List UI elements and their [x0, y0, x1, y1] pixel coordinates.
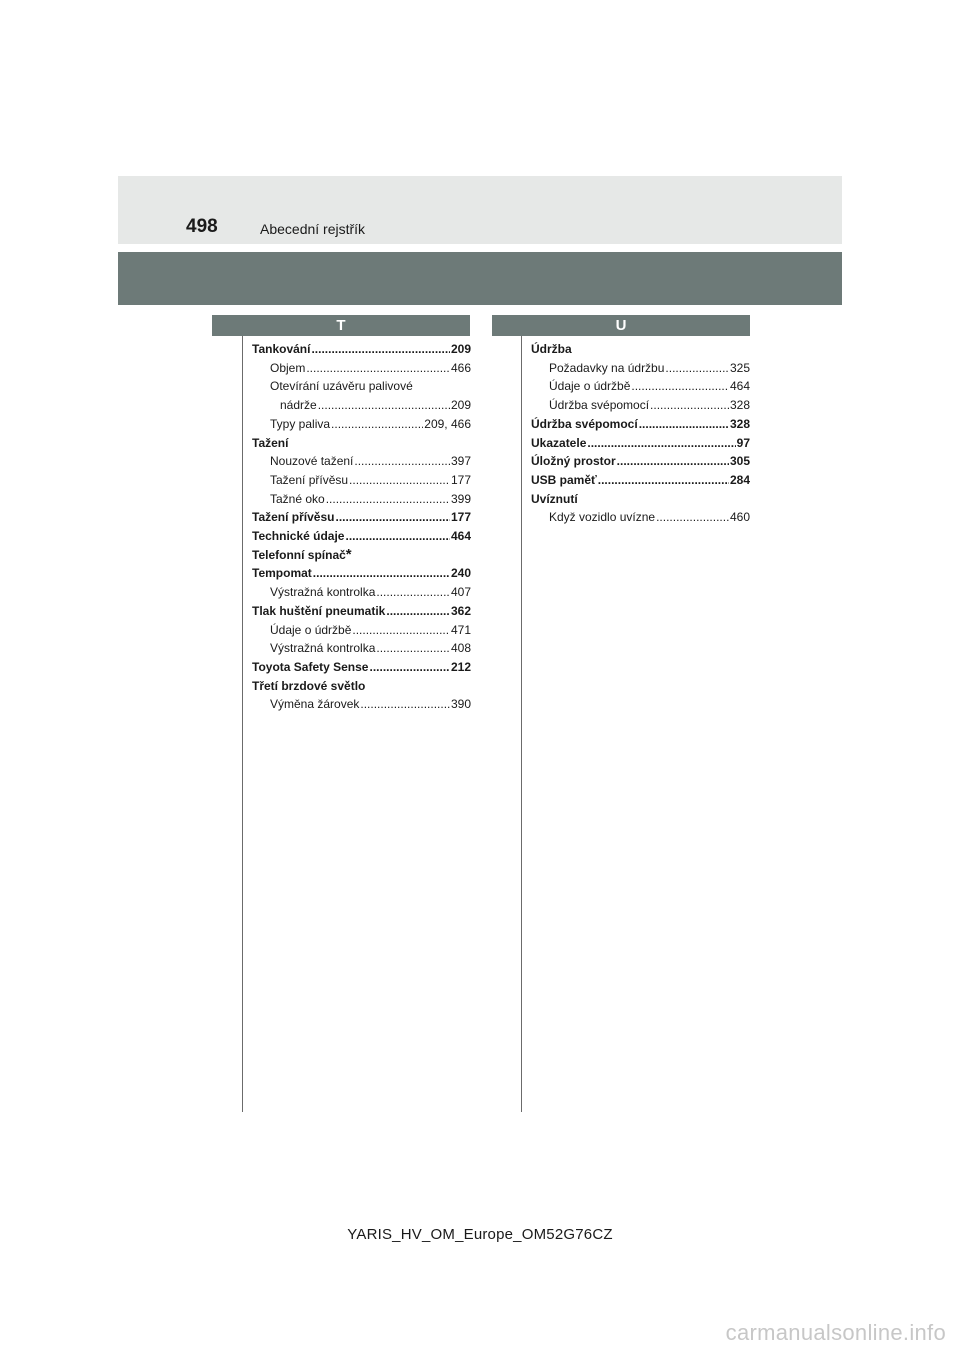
- index-entry: [531, 434, 750, 453]
- dot-leader: [335, 508, 449, 527]
- dot-leader: [617, 452, 729, 471]
- index-entry-page[interactable]: 390: [450, 697, 471, 712]
- index-entry: [252, 359, 471, 378]
- index-entry-label: Objem: [270, 360, 306, 375]
- index-entry-label: Uvíznutí: [531, 491, 578, 506]
- index-entry-page[interactable]: 408: [450, 641, 471, 656]
- index-entry-page[interactable]: 460: [729, 510, 750, 525]
- index-entry-label: Údržba svépomocí: [549, 398, 650, 413]
- index-entry: [252, 658, 471, 677]
- index-entry-page[interactable]: 212: [450, 659, 471, 674]
- dot-leader: [656, 508, 729, 527]
- column-divider-right: [521, 336, 522, 1112]
- dot-leader: [639, 415, 729, 434]
- index-entry: [531, 471, 750, 490]
- index-entry-page[interactable]: 399: [450, 491, 471, 506]
- header-bar: [118, 176, 842, 244]
- index-entry: [531, 377, 750, 396]
- dot-leader: [650, 396, 729, 415]
- index-entry: [531, 359, 750, 378]
- index-entry-label: Tažné oko: [270, 491, 325, 506]
- index-entry-page[interactable]: 284: [729, 472, 750, 487]
- dot-leader: [360, 695, 450, 714]
- index-entry-label: Když vozidlo uvízne: [549, 510, 656, 525]
- index-entry-label: Tažení přívěsu: [252, 510, 335, 525]
- index-entry-page[interactable]: 466: [450, 360, 471, 375]
- index-entry: [252, 396, 471, 415]
- index-entry-label: nádrže: [280, 398, 317, 413]
- index-entry-page[interactable]: 305: [729, 454, 750, 469]
- index-entry-label: Úložný prostor: [531, 454, 616, 469]
- index-entry: [252, 377, 471, 396]
- index-entry: [252, 583, 471, 602]
- index-entry-label: Technické údaje: [252, 529, 345, 544]
- index-entry-label: Otevírání uzávěru palivové: [270, 379, 413, 394]
- index-entry-page[interactable]: 240: [450, 566, 471, 581]
- index-column-u: [531, 340, 750, 527]
- index-entry: Telefonní spínač *: [252, 545, 352, 563]
- index-entry: [531, 415, 750, 434]
- index-entry-page[interactable]: 464: [450, 529, 471, 544]
- dot-leader: [345, 527, 449, 546]
- index-entry-page[interactable]: 97: [736, 435, 750, 450]
- index-entry-label: Výstražná kontrolka: [270, 585, 376, 600]
- dot-leader: [369, 658, 449, 677]
- index-entry: [252, 471, 471, 490]
- page-title: Abecední rejstřík: [260, 221, 366, 237]
- dot-leader: [631, 377, 729, 396]
- page-number: 498: [186, 216, 218, 237]
- dot-leader: [318, 396, 450, 415]
- index-entry-label: Údaje o údržbě: [549, 379, 631, 394]
- index-entry: [252, 434, 471, 453]
- index-entry: [252, 340, 471, 359]
- dot-leader: [352, 621, 450, 640]
- index-entry-page[interactable]: 209, 466: [424, 416, 471, 431]
- index-entry-label: Údržba svépomocí: [531, 416, 638, 431]
- index-entry-page[interactable]: 177: [450, 510, 471, 525]
- index-entry-page[interactable]: 464: [729, 379, 750, 394]
- index-entry-label: Údaje o údržbě: [270, 622, 352, 637]
- dot-leader: [354, 452, 450, 471]
- dot-leader: [313, 564, 450, 583]
- index-entry-label: Telefonní spínač: [252, 547, 346, 562]
- index-entry-label: Výměna žárovek: [270, 697, 360, 712]
- index-entry-page[interactable]: 397: [450, 454, 471, 469]
- index-entry-label: Toyota Safety Sense: [252, 659, 369, 674]
- index-entry: [531, 340, 750, 359]
- dot-leader: [306, 359, 450, 378]
- index-entry: [252, 527, 471, 546]
- index-entry-label: USB paměť: [531, 472, 597, 487]
- index-entry-label: Typy paliva: [270, 416, 331, 431]
- index-entry-page[interactable]: 209: [450, 342, 471, 356]
- dot-leader: [326, 490, 450, 509]
- index-entry-label: Tankování: [252, 342, 311, 356]
- index-entry-label: Nouzové tažení: [270, 454, 354, 469]
- dot-leader: [376, 639, 450, 658]
- index-entry: [252, 564, 471, 583]
- index-entry: [252, 639, 471, 658]
- index-entry: [252, 677, 471, 696]
- index-entry: [531, 452, 750, 471]
- index-entry: [252, 695, 471, 714]
- dot-leader: [386, 602, 450, 621]
- index-entry-page[interactable]: 362: [450, 603, 471, 618]
- index-entry-label: Třetí brzdové světlo: [252, 678, 366, 693]
- document-code: YARIS_HV_OM_Europe_OM52G76CZ: [347, 1226, 613, 1243]
- dot-leader: [376, 583, 450, 602]
- index-entry-label: Tažení: [252, 435, 289, 450]
- column-divider-left: [242, 336, 243, 1112]
- section-letter-u: U: [492, 315, 750, 336]
- index-entry-label: Ukazatele: [531, 435, 587, 450]
- index-entry-page[interactable]: 471: [450, 622, 471, 637]
- watermark: carmanualsonline.info: [725, 1320, 946, 1345]
- index-entry-label: Výstražná kontrolka: [270, 641, 376, 656]
- index-entry-label: Tažení přívěsu: [270, 472, 349, 487]
- index-entry: [531, 508, 750, 527]
- dot-leader: [598, 471, 729, 490]
- dot-leader: [311, 340, 450, 359]
- index-column-t: [252, 340, 471, 714]
- index-entry: [252, 602, 471, 621]
- index-entry-page[interactable]: 177: [450, 472, 471, 487]
- index-entry-label: Tlak huštění pneumatik: [252, 603, 386, 618]
- index-entry: [252, 621, 471, 640]
- index-entry-page[interactable]: 407: [450, 585, 471, 600]
- header-band: [118, 252, 842, 305]
- index-entry: [531, 396, 750, 415]
- dot-leader: [665, 359, 729, 378]
- index-entry: [252, 490, 471, 509]
- index-entry-page[interactable]: 325: [729, 360, 750, 375]
- dot-leader: [349, 471, 450, 490]
- index-entry: [252, 452, 471, 471]
- index-entry: [252, 508, 471, 527]
- dot-leader: [331, 415, 423, 434]
- index-entry-label: Údržba: [531, 342, 572, 356]
- index-entry-page[interactable]: 209: [450, 398, 471, 413]
- index-entry-label: Tempomat: [252, 566, 312, 581]
- index-entry: [531, 490, 750, 509]
- index-entry: [252, 415, 471, 434]
- section-letter-t: T: [212, 315, 470, 336]
- index-entry-label: Požadavky na údržbu: [549, 360, 665, 375]
- dot-leader: [587, 434, 735, 453]
- index-entry-page[interactable]: 328: [729, 416, 750, 431]
- index-entry-page[interactable]: 328: [729, 398, 750, 413]
